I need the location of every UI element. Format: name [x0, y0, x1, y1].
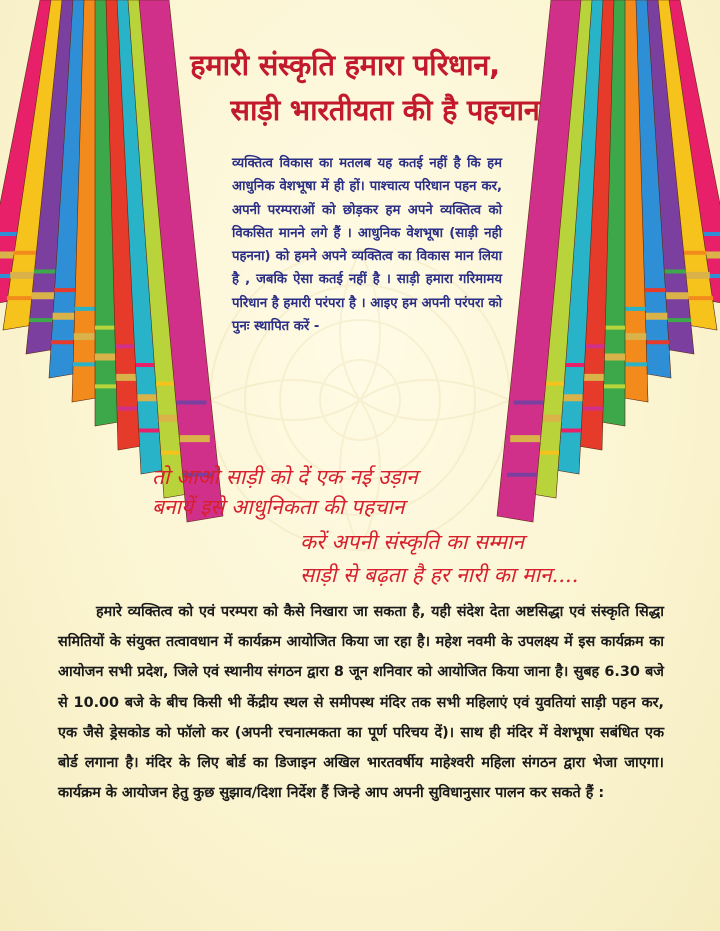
headline-line-2: साड़ी भारतीयता की है पहचान: [230, 93, 540, 127]
poem-line-4: साड़ी से बढ़ता है हर नारी का मान....: [300, 563, 579, 587]
intro-paragraph: व्यक्तित्व विकास का मतलब यह कतई नहीं है कि हम आधुनिक वेशभूषा में ही हों। पाश्चात्य परिधान पहन कर, अपनी परम्पराओं को छोड़कर हम अपने व्यक्तित्व को विकसित मानने लगे हैं । आधुनिक वेशभूषा (साड़ी नही पहनना) को हमने अपने व्यक्तित्व का विकास मान लिया है , जबकि ऐसा कतई नहीं है । साड़ी हमारा गरिमामय परिधान है हमारी परंपरा है । आइए हम अपनी परंपरा को पुनः स्थापित करें -: [232, 156, 502, 335]
poem-line-3: करें अपनी संस्कृति का सम्मान: [300, 530, 525, 554]
poem-line-2: बनायें इसे आधुनिकता की पहचान: [152, 495, 405, 519]
headline-line-1: हमारी संस्कृति हमारा परिधान,: [190, 48, 500, 82]
body-paragraph: हमारे व्यक्तित्व को एवं परम्परा को कैसे निखारा जा सकता है, यही संदेश देता अष्टसिद्धा एवं संस्कृति सिद्धा समितियों के संयुक्त तत्वावधान में कार्यक्रम आयोजित किया जा रहा है। महेश नवमी के उपलक्ष्य में इस कार्यक्रम का आयोजन सभी प्रदेश, जिले एवं स्थानीय संगठन द्वारा 8 जून शनिवार को आयोजित किया जाना है। सुबह 6.30 बजे से 10.00 बजे के बीच किसी भी केंद्रीय स्थल से समीपस्थ मंदिर तक सभी महिलाएं एवं युवतियां साड़ी पहन कर, एक जैसे ड्रेसकोड को फॉलो कर (अपनी रचनात्मकता का पूर्ण परिचय दें)। साथ ही मंदिर में वेशभूषा सबंधित एक बोर्ड लगाना है। मंदिर के लिए बोर्ड का डिजाइन अखिल भारतवर्षीय माहेश्वरी महिला संगठन द्वारा भेजा जाएगा। कार्यक्रम के आयोजन हेतु कुछ सुझाव/दिशा निर्देश हैं जिन्हे आप अपनी सुविधानुसार पालन कर सकते हैं :: [58, 604, 664, 802]
poem-line-1: तो आओ साड़ी को दें एक नई उड़ान: [152, 465, 418, 489]
